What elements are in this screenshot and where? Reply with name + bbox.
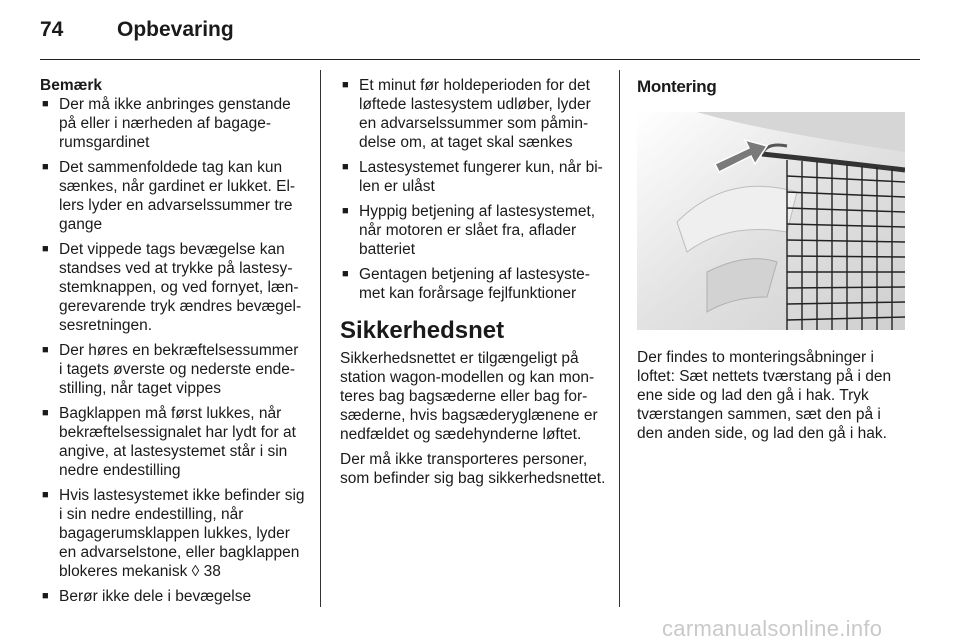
column-3 — [637, 76, 905, 449]
page-number: 74 — [40, 18, 64, 41]
bullet-text: Berør ikke dele i bevægelse — [59, 588, 252, 605]
list-item — [340, 158, 606, 196]
list-item — [40, 341, 306, 398]
reference-arrow-icon: ◊ — [191, 563, 200, 580]
bullet-icon: ■ — [42, 590, 49, 602]
bullet-text: Gentagen betjening af lastesystemet kan forårsage fejlfunktioner — [359, 266, 590, 302]
illustration-svg — [637, 112, 905, 330]
note-bullet-list — [40, 95, 306, 606]
bullet-list — [340, 76, 606, 303]
bullet-icon: ■ — [42, 243, 49, 255]
column-1 — [40, 76, 306, 612]
bullet-icon: ■ — [42, 344, 49, 356]
bullet-icon: ■ — [42, 489, 49, 501]
list-item — [340, 202, 606, 259]
bullet-text: Et minut før holdeperioden for det løftede lastesystem udløber, lyder en advarselssummer som påmindelse om, at taget skal sænkes — [359, 77, 591, 151]
list-item — [40, 404, 306, 480]
column-2 — [340, 76, 606, 494]
bullet-icon: ■ — [342, 268, 349, 280]
bullet-icon: ■ — [42, 98, 49, 110]
bullet-text: Det vippede tags bevægelse kan standses ved at trykke på lastesystemknappen, og ved fornyet, længerevarende tryk ændres bevægelsesretningen. — [59, 241, 302, 334]
watermark: carmanualsonline.info — [662, 616, 883, 641]
section-paragraph-2: Der må ikke transporteres personer, som befinder sig bag sikkerhedsnettet. — [340, 451, 606, 487]
page-title: Opbevaring — [117, 18, 234, 41]
bullet-text: Lastesystemet fungerer kun, når bilen er ulåst — [359, 159, 603, 195]
bullet-text: Hvis lastesystemet ikke befinder sig i sin nedre endestilling, når bagagerumsklappen lukkes, lyder en advarselstone, eller bagklappen blokeres mekanisk — [59, 487, 305, 580]
section-paragraph-1: Sikkerhedsnettet er tilgængeligt på station wagon-modellen og kan monteres bag bagsæderne eller bag forsæderne, hvis bagsæderyglænene er nedfældet og sædehynderne løftet. — [340, 350, 598, 443]
list-item — [40, 486, 306, 581]
bullet-text: Det sammenfoldede tag kan kun sænkes, når gardinet er lukket. Ellers lyder en advarselssummer tre gange — [59, 159, 296, 233]
bullet-text: Bagklappen må først lukkes, når bekræftelsessignalet har lydt for at angive, at lastesystemet står i sin nedre endestilling — [59, 405, 296, 479]
bullet-icon: ■ — [342, 205, 349, 217]
bullet-icon: ■ — [42, 407, 49, 419]
page-reference-link[interactable] — [192, 563, 221, 580]
mounting-paragraph: Der findes to monteringsåbninger i loftet: Sæt nettets tværstang på i den ene side og lad den gå i hak. Tryk tværstangen sammen, sæt den på i den anden side, og lad den gå i hak. — [637, 349, 892, 442]
bullet-text: Der høres en bekræftelsessummer i tagets øverste og nederste endestilling, når taget vippes — [59, 342, 299, 397]
list-item — [340, 76, 606, 152]
column-divider-2 — [619, 70, 620, 607]
subsection-title: Montering — [637, 77, 717, 96]
safety-net-mounting-illustration — [637, 112, 905, 330]
bullet-text: Hyppig betjening af lastesystemet, når motoren er slået fra, aflader batteriet — [359, 203, 596, 258]
note-title: Bemærk — [40, 77, 103, 94]
bullet-icon: ■ — [42, 161, 49, 173]
column-divider-1 — [320, 70, 321, 607]
section-title: Sikkerhedsnet — [340, 317, 505, 344]
list-item — [340, 265, 606, 303]
list-item — [40, 158, 306, 234]
bullet-text: Der må ikke anbringes genstande på eller i nærheden af bagagerumsgardinet — [59, 96, 291, 151]
bullet-icon: ■ — [342, 161, 349, 173]
list-item — [40, 95, 306, 152]
list-item — [40, 240, 306, 335]
header-rule — [40, 59, 920, 60]
list-item — [40, 587, 306, 606]
bullet-icon: ■ — [342, 79, 349, 91]
reference-page-number: 38 — [203, 563, 221, 580]
